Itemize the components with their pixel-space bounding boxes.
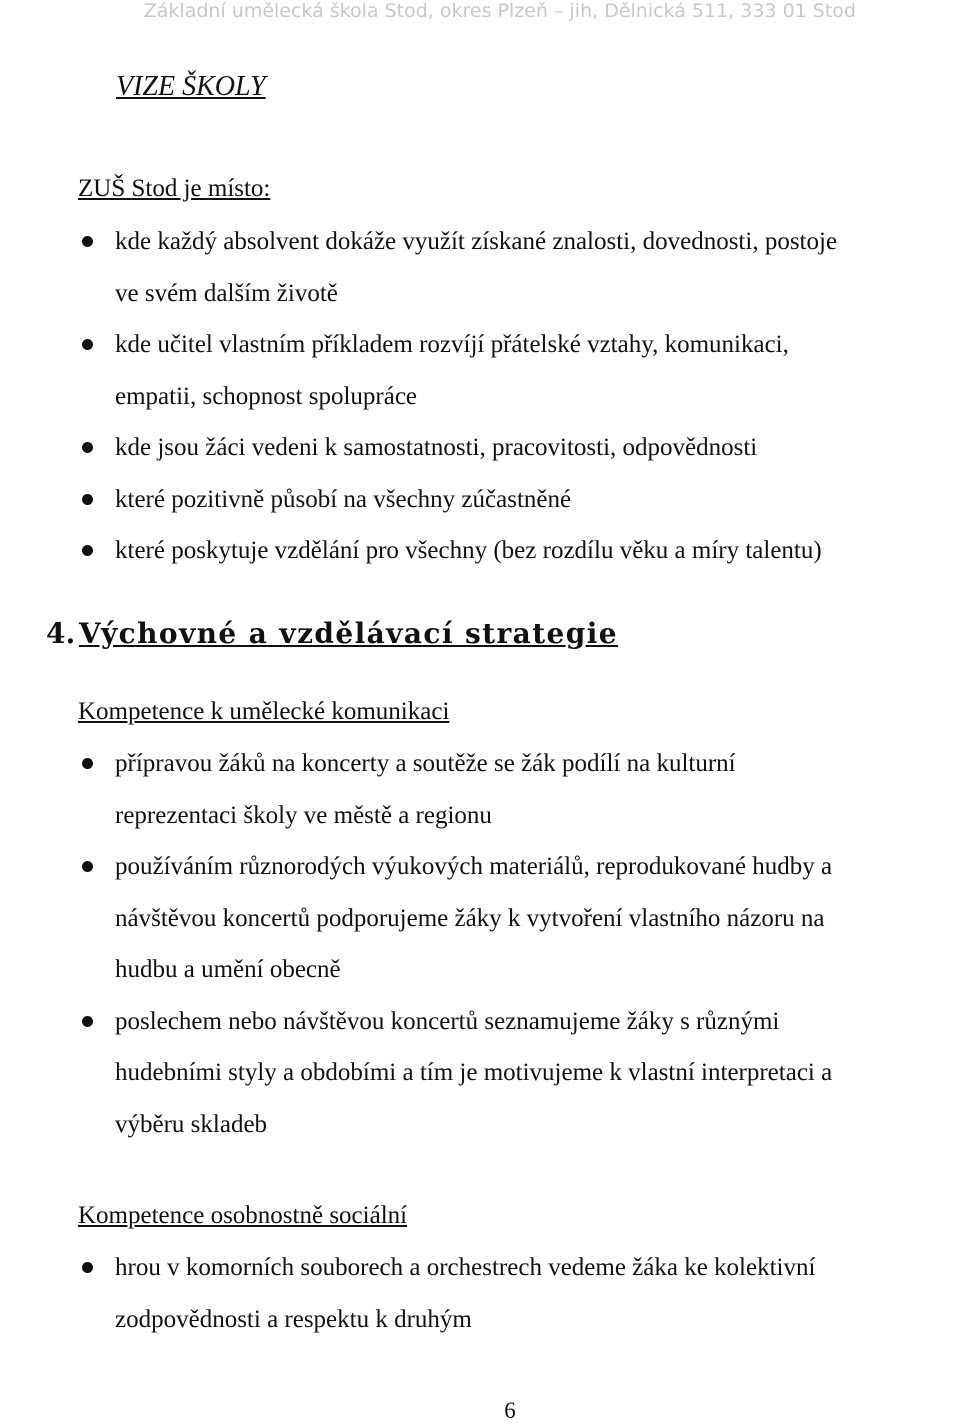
list-item <box>78 738 832 841</box>
section-number: 4. <box>46 617 76 650</box>
section-heading <box>46 614 618 654</box>
list-item-line: hudbu a umění obecně <box>115 956 341 983</box>
list-item <box>78 525 837 577</box>
list-item-line: výběru skladeb <box>115 1110 268 1138</box>
list-item <box>78 1242 815 1345</box>
list-item-line: které poskytuje vzdělání pro všechny (bez rozdílu věku a míry talentu) <box>115 537 822 564</box>
competence-list-social-container <box>78 1242 815 1345</box>
list-item-line: hudebními styly a obdobími a tím je motivujeme k vlastní interpretaci a <box>115 1059 833 1086</box>
list-item-line: hrou v komorních souborech a orchestrech vedeme žáka ke kolektivní <box>115 1254 816 1281</box>
list-item <box>78 319 837 422</box>
bullet-icon <box>82 339 93 350</box>
list-item-line: návštěvou koncertů podporujeme žáky k vytvoření vlastního názoru na <box>115 904 825 932</box>
list-item-line: kde učitel vlastním příkladem rozvíjí přátelské vztahy, komunikaci, <box>115 331 789 358</box>
bullet-icon <box>82 1016 93 1027</box>
list-item <box>78 841 832 996</box>
vision-list-container <box>78 216 837 577</box>
vision-list <box>78 216 837 577</box>
list-item <box>78 216 837 319</box>
list-item <box>78 996 832 1151</box>
competence-list-communication <box>78 738 832 1150</box>
list-item-line: zodpovědnosti a respektu k druhým <box>115 1305 472 1333</box>
list-item <box>78 422 837 474</box>
bullet-icon <box>82 442 93 453</box>
list-item-line: které pozitivně působí na všechny zúčastněné <box>115 485 572 513</box>
competence-heading-communication: Kompetence k umělecké komunikaci <box>78 698 450 725</box>
page-header: Základní umělecká škola Stod, okres Plzeň – jih, Dělnická 511, 333 01 Stod <box>143 0 856 22</box>
list-item-line: používáním různorodých výukových materiálů, reprodukované hudby a <box>115 853 833 880</box>
list-item-line: reprezentaci školy ve městě a regionu <box>115 801 492 829</box>
list-item-line: přípravou žáků na koncerty a soutěže se žák podílí na kulturní <box>115 750 736 777</box>
bullet-icon <box>82 1262 93 1273</box>
list-item-line: kde každý absolvent dokáže využít získané znalosti, dovednosti, postoje <box>115 228 838 255</box>
list-item <box>78 474 837 526</box>
bullet-icon <box>82 494 93 505</box>
competence-list-communication-container <box>78 738 832 1150</box>
vision-title: VIZE ŠKOLY <box>116 71 266 102</box>
bullet-icon <box>82 545 93 556</box>
list-item-line: empatii, schopnost spolupráce <box>115 382 418 410</box>
list-item-line: kde jsou žáci vedeni k samostatnosti, pracovitosti, odpovědnosti <box>115 434 758 461</box>
competence-list-social <box>78 1242 815 1345</box>
bullet-icon <box>82 236 93 247</box>
list-item-line: ve svém dalším životě <box>115 279 338 307</box>
competence-heading-social: Kompetence osobnostně sociální <box>78 1202 408 1229</box>
bullet-icon <box>82 758 93 769</box>
intro-text: ZUŠ Stod je místo: <box>78 175 271 202</box>
bullet-icon <box>82 861 93 872</box>
page-number: 6 <box>504 1398 516 1423</box>
list-item-line: poslechem nebo návštěvou koncertů seznamujeme žáky s různými <box>115 1007 780 1035</box>
section-title: Výchovné a vzdělávací strategie <box>79 617 618 650</box>
